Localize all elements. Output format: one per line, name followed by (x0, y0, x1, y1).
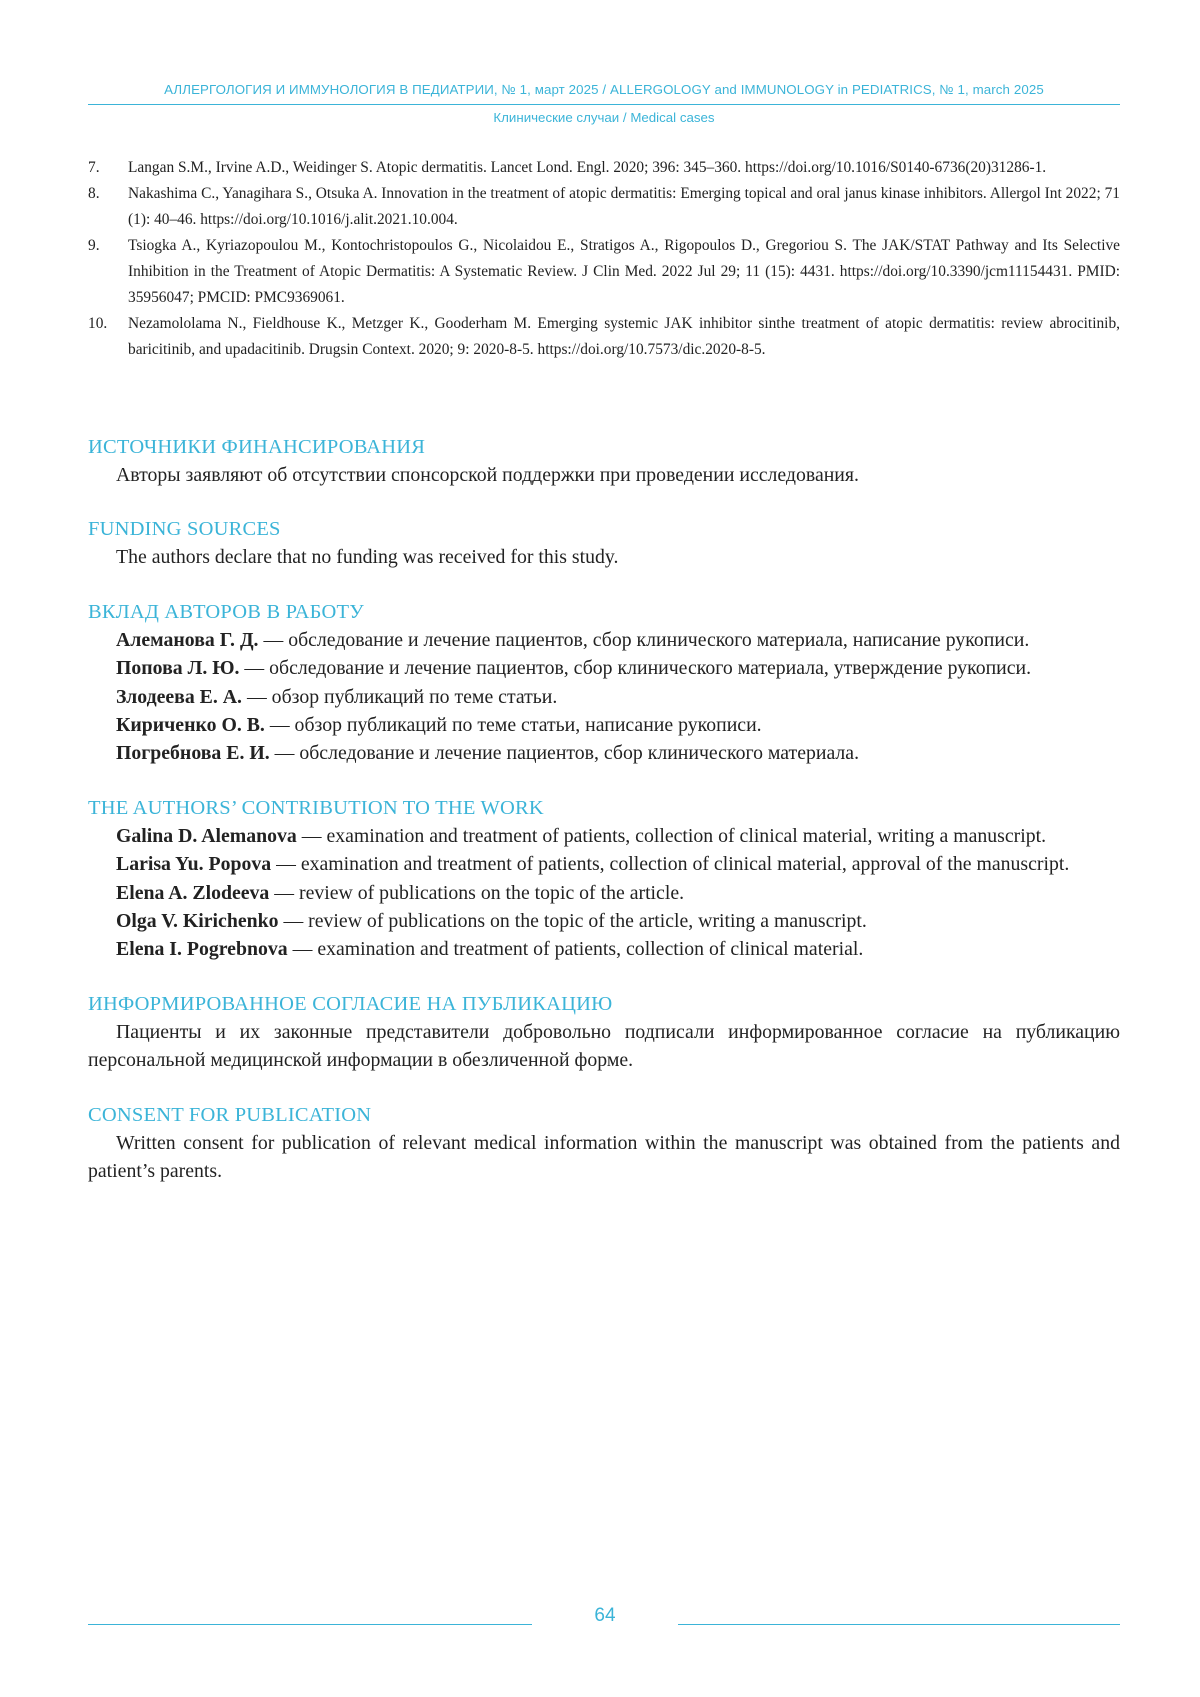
page-number: 64 (594, 1605, 616, 1626)
contribution-entry (88, 879, 1120, 907)
contribution-text: — review of publications on the topic of the article. (269, 881, 685, 904)
reference-list (88, 155, 1120, 363)
consent-en-section (88, 1102, 1120, 1186)
section-heading: ВКЛАД АВТОРОВ В РАБОТУ (88, 600, 364, 623)
contributions-ru-section (88, 599, 1120, 768)
article-back-matter (88, 434, 1120, 1213)
consent-ru-section (88, 991, 1120, 1075)
section-heading: ИСТОЧНИКИ ФИНАНСИРОВАНИЯ (88, 436, 426, 458)
author-name: Olga V. Kirichenko (116, 910, 279, 933)
contribution-text: — обследование и лечение пациентов, сбор клинического материала, утверждение рукописи. (239, 657, 1032, 680)
reference-item (88, 181, 1120, 233)
contribution-text: — обследование и лечение пациентов, сбор клинического материала, написание рукописи. (258, 628, 1030, 651)
contribution-text: — review of publications on the topic of the article, writing a manuscript. (278, 910, 867, 933)
contribution-text: — обзор публикаций по теме статьи, написание рукописи. (264, 714, 762, 737)
journal-running-head: АЛЛЕРГОЛОГИЯ И ИММУНОЛОГИЯ В ПЕДИАТРИИ, № 1, март 2025 / ALLERGOLOGY and IMMUNOLOGY in PEDIATRICS, № 1, march 2025 (164, 82, 1044, 97)
author-name: Кириченко О. В. (116, 714, 265, 737)
funding-ru-text: Авторы заявляют об отсутствии спонсорской поддержки при проведении исследования. (116, 464, 859, 486)
section-heading: CONSENT FOR PUBLICATION (88, 1103, 372, 1126)
reference-item (88, 311, 1120, 363)
reference-number: 9. (88, 237, 100, 254)
contribution-text: — examination and treatment of patients, collection of clinical material, approval of the manuscript. (271, 853, 1070, 876)
contribution-entry (88, 683, 1120, 711)
contribution-entry (88, 822, 1120, 850)
contribution-entry (88, 654, 1120, 682)
contribution-text: — examination and treatment of patients, collection of clinical material. (287, 938, 864, 961)
consent-en-text: Written consent for publication of relevant medical information within the manuscript was obtained from the patients and patient’s parents. (88, 1131, 1120, 1183)
contribution-entry (88, 935, 1120, 963)
author-name: Погребнова Е. И. (116, 742, 270, 765)
contribution-entry (88, 711, 1120, 739)
author-name: Elena A. Zlodeeva (116, 881, 270, 904)
consent-ru-text: Пациенты и их законные представители добровольно подписали информированное согласие на публикацию персональной медицинской информации в обезличенной форме. (88, 1020, 1120, 1072)
reference-number: 10. (88, 315, 108, 332)
section-heading: THE AUTHORS’ CONTRIBUTION TO THE WORK (88, 796, 544, 819)
reference-text: Langan S.M., Irvine A.D., Weidinger S. Atopic dermatitis. Lancet Lond. Engl. 2020; 396: 345–360. https://doi.org/10.1016/S0140-6736(20)31286-1. (128, 159, 1047, 176)
author-name: Попова Л. Ю. (116, 657, 240, 680)
contribution-entry (88, 626, 1120, 654)
section-label: Клинические случаи / Medical cases (493, 110, 715, 125)
contribution-text: — обследование и лечение пациентов, сбор клинического материала. (269, 742, 860, 765)
header-rule (88, 104, 1120, 105)
contribution-entry (88, 907, 1120, 935)
funding-ru-section (88, 434, 1120, 489)
author-name: Злодеева Е. А. (116, 685, 242, 708)
author-name: Алеманова Г. Д. (116, 628, 259, 651)
funding-en-section (88, 516, 1120, 571)
contribution-entry (88, 739, 1120, 767)
contributions-en-section (88, 795, 1120, 964)
section-heading: ИНФОРМИРОВАННОЕ СОГЛАСИЕ НА ПУБЛИКАЦИЮ (88, 992, 613, 1015)
reference-item (88, 155, 1120, 181)
author-name: Galina D. Alemanova (116, 824, 297, 847)
funding-en-text: The authors declare that no funding was received for this study. (116, 546, 619, 569)
reference-number: 7. (88, 159, 100, 176)
reference-item (88, 233, 1120, 311)
author-name: Larisa Yu. Popova (116, 853, 272, 876)
contribution-text: — examination and treatment of patients, collection of clinical material, writing a manuscript. (296, 824, 1047, 847)
footer-rule-right (678, 1624, 1120, 1625)
reference-text: Nakashima C., Yanagihara S., Otsuka A. Innovation in the treatment of atopic dermatitis: Emerging topical and oral janus kinase inhibitors. Allergol Int 2022; 71 (1): 40–46. https://doi.org/10.1016/j.alit.2021.10.004. (128, 185, 1120, 228)
reference-text: Tsiogka A., Kyriazopoulou M., Kontochristopoulos G., Nicolaidou E., Stratigos A., Rigopoulos D., Gregoriou S. The JAK/STAT Pathway and Its Selective Inhibition in the Treatment of Atopic Dermatitis: A Systematic Review. J Clin Med. 2022 Jul 29; 11 (15): 4431. https://doi.org/10.3390/jcm11154431. PMID: 35956047; PMCID: PMC9369061. (128, 237, 1120, 306)
contribution-entry (88, 850, 1120, 878)
footer-rule-left (88, 1624, 532, 1625)
section-heading: FUNDING SOURCES (88, 518, 281, 541)
reference-text: Nezamololama N., Fieldhouse K., Metzger K., Gooderham M. Emerging systemic JAK inhibitor sinthe treatment of atopic dermatitis: review abrocitinib, baricitinib, and upadacitinib. Drugsin Context. 2020; 9: 2020-8-5. https://doi.org/10.7573/dic.2020-8-5. (128, 315, 1120, 358)
reference-number: 8. (88, 185, 100, 202)
author-name: Elena I. Pogrebnova (116, 938, 288, 961)
contribution-text: — обзор публикаций по теме статьи. (242, 685, 558, 708)
